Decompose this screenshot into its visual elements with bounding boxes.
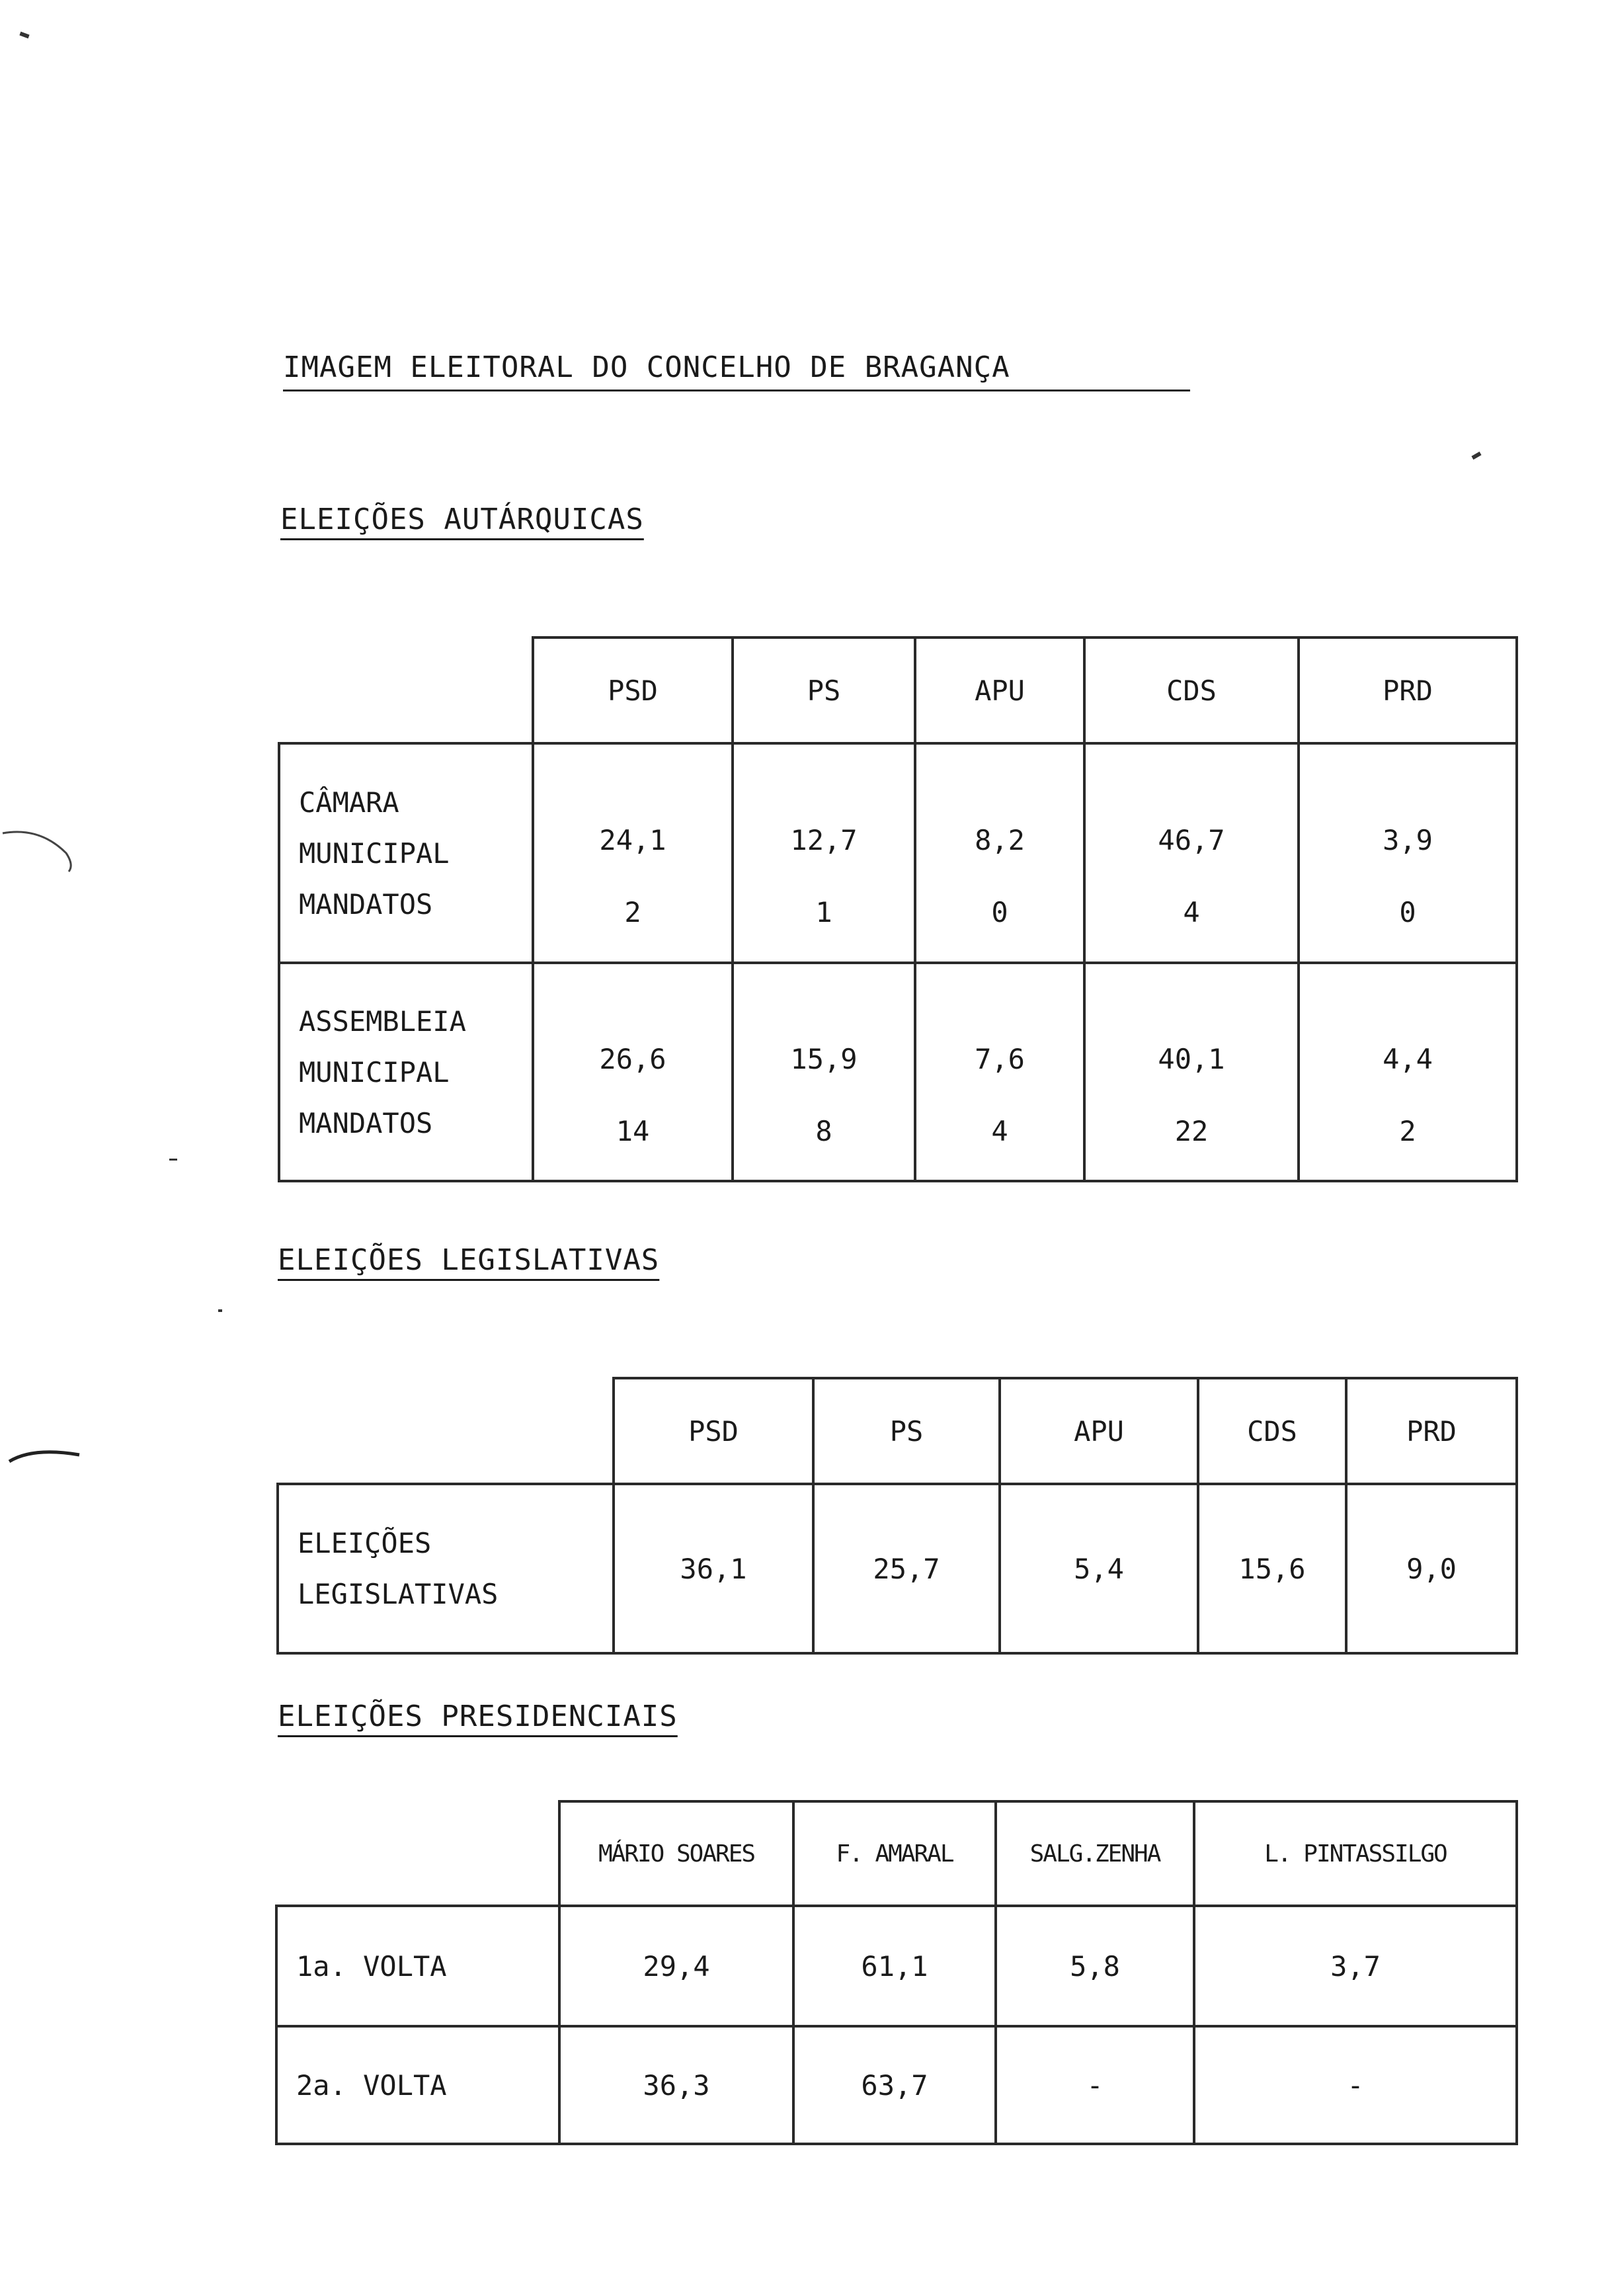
- col-header-ps: PS: [733, 637, 915, 743]
- table-row-legislativas: [278, 1484, 1517, 1653]
- row-label-line: MANDATOS: [299, 1106, 433, 1139]
- row-label-legislativas: [278, 1484, 614, 1653]
- cell-volta-1-amaral: 61,1: [793, 1906, 996, 2026]
- scan-mark-left-2: [7, 1442, 86, 1468]
- row-label-line: ELEIÇÕES: [298, 1527, 432, 1559]
- col-header-apu: APU: [915, 637, 1084, 743]
- scan-speck: [1471, 452, 1481, 460]
- table-row-assembleia: [279, 963, 1517, 1181]
- scan-speck: [169, 1159, 177, 1161]
- cell-volta-2-amaral: 63,7: [793, 2026, 996, 2144]
- table-row-volta-1: [276, 1906, 1517, 2026]
- col-header-psd: PSD: [533, 637, 733, 743]
- cell-volta-2-pintassilgo: -: [1194, 2026, 1517, 2144]
- row-label-line: MUNICIPAL: [299, 837, 450, 870]
- col-header-ps: PS: [813, 1378, 1000, 1484]
- col-header-cds: CDS: [1084, 637, 1299, 743]
- col-header-prd: PRD: [1346, 1378, 1517, 1484]
- cell-volta-1-zenha: 5,8: [996, 1906, 1194, 2026]
- cell-legislativas-apu: 5,4: [1000, 1484, 1198, 1653]
- cell-volta-1-pintassilgo: 3,7: [1194, 1906, 1517, 2026]
- cell-camara-apu: 8,2 0: [915, 743, 1084, 963]
- row-label-volta-2: 2a. VOLTA: [276, 2026, 559, 2144]
- cell-assembleia-cds: 40,1 22: [1084, 963, 1299, 1181]
- cell-legislativas-cds: 15,6: [1198, 1484, 1346, 1653]
- cell-legislativas-prd: 9,0: [1346, 1484, 1517, 1653]
- cell-camara-cds: 46,7 4: [1084, 743, 1299, 963]
- row-label-line: ASSEMBLEIA: [299, 1004, 466, 1038]
- row-label-volta-1: 1a. VOLTA: [276, 1906, 559, 2026]
- col-header-prd: PRD: [1299, 637, 1517, 743]
- col-header-psd: PSD: [614, 1378, 813, 1484]
- table-autarquicas: [278, 636, 1518, 1182]
- section-heading-legislativas: ELEIÇÕES LEGISLATIVAS: [278, 1243, 660, 1277]
- cell-volta-1-soares: 29,4: [559, 1906, 793, 2026]
- table-corner: [279, 637, 533, 743]
- col-header-apu: APU: [1000, 1378, 1198, 1484]
- row-label-line: MANDATOS: [299, 887, 433, 921]
- table-legislativas: [276, 1377, 1518, 1655]
- col-header-mario-soares: MÁRIO SOARES: [559, 1801, 793, 1906]
- section-heading-autarquicas: ELEIÇÕES AUTÁRQUICAS: [280, 503, 644, 536]
- col-header-f-amaral: F. AMARAL: [793, 1801, 996, 1906]
- row-label-line: LEGISLATIVAS: [298, 1578, 499, 1610]
- cell-volta-2-zenha: -: [996, 2026, 1194, 2144]
- col-header-l-pintassilgo: L. PINTASSILGO: [1194, 1801, 1517, 1906]
- col-header-salg-zenha: SALG.ZENHA: [996, 1801, 1194, 1906]
- cell-camara-prd: 3,9 0: [1299, 743, 1517, 963]
- section-heading-presidenciais: ELEIÇÕES PRESIDENCIAIS: [278, 1700, 678, 1733]
- table-presidenciais: [275, 1800, 1518, 2145]
- cell-assembleia-psd: 26,6 14: [533, 963, 733, 1181]
- cell-camara-ps: 12,7 1: [733, 743, 915, 963]
- scan-mark-left-1: [0, 813, 93, 873]
- row-label-line: MUNICIPAL: [299, 1055, 450, 1088]
- cell-legislativas-psd: 36,1: [614, 1484, 813, 1653]
- cell-legislativas-ps: 25,7: [813, 1484, 1000, 1653]
- cell-volta-2-soares: 36,3: [559, 2026, 793, 2144]
- scan-speck: [218, 1309, 222, 1312]
- table-corner: [276, 1801, 559, 1906]
- cell-assembleia-ps: 15,9 8: [733, 963, 915, 1181]
- col-header-cds: CDS: [1198, 1378, 1346, 1484]
- cell-camara-psd: 24,1 2: [533, 743, 733, 963]
- table-row-camara: [279, 743, 1517, 963]
- row-label-camara: [279, 743, 533, 963]
- table-corner: [278, 1378, 614, 1484]
- row-label-line: CÂMARA: [299, 786, 399, 819]
- row-label-assembleia: [279, 963, 533, 1181]
- scan-speck: [19, 32, 29, 38]
- table-row-volta-2: [276, 2026, 1517, 2144]
- cell-assembleia-apu: 7,6 4: [915, 963, 1084, 1181]
- cell-assembleia-prd: 4,4 2: [1299, 963, 1517, 1181]
- page-title: IMAGEM ELEITORAL DO CONCELHO DE BRAGANÇA: [283, 350, 1190, 391]
